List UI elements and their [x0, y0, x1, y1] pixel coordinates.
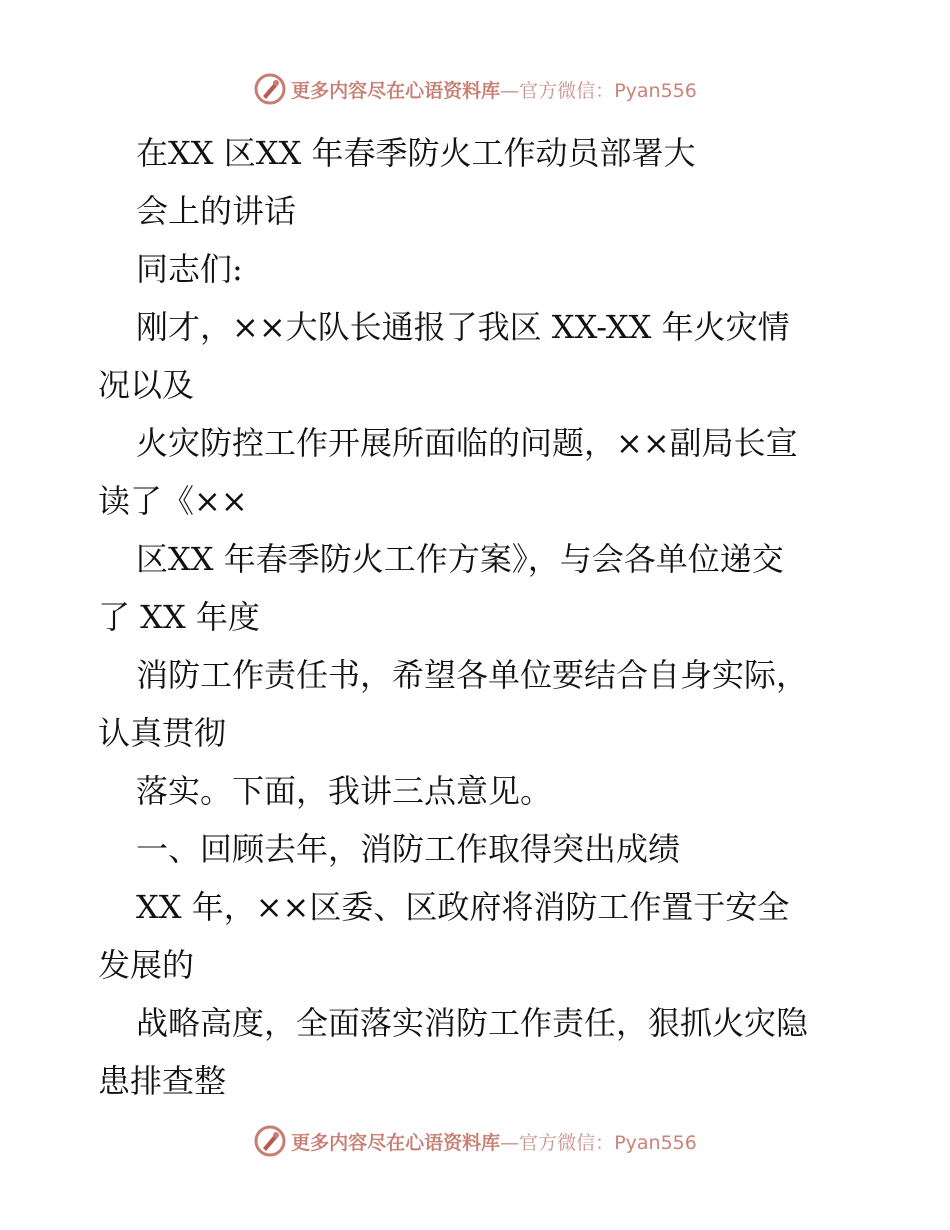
watermark-text: 更多内容尽在心语资料库—官方微信：Pyan556: [291, 79, 697, 102]
header-watermark: [0, 72, 950, 106]
salutation: 同志们:: [136, 250, 243, 288]
paragraph-line: 火灾防控工作开展所面临的问题，××副局长宣: [136, 424, 798, 462]
pen-nib-logo-icon: [253, 1124, 287, 1158]
paragraph-line: 患排查整: [98, 1062, 227, 1100]
paragraph-line: 了 XX 年度: [98, 598, 260, 636]
paragraph-line: 刚才，××大队长通报了我区 XX-XX 年火灾情: [136, 308, 790, 346]
paragraph-line: 发展的: [98, 946, 195, 984]
pen-nib-logo-icon: [253, 72, 287, 106]
section-heading: 一、回顾去年，消防工作取得突出成绩: [136, 830, 681, 868]
paragraph-line: 区XX 年春季防火工作方案》，与会各单位递交: [136, 540, 784, 578]
document-body: [98, 124, 858, 1110]
paragraph-line: 认真贯彻: [98, 714, 227, 752]
paragraph-line: 读了《××: [98, 482, 248, 520]
watermark-text: 更多内容尽在心语资料库—官方微信：Pyan556: [291, 1131, 697, 1154]
title-line-2: 会上的讲话: [136, 192, 297, 230]
paragraph-line: 战略高度，全面落实消防工作责任，狠抓火灾隐: [136, 1004, 809, 1042]
paragraph-line: 况以及: [98, 366, 195, 404]
footer-watermark: [0, 1124, 950, 1158]
paragraph-line: XX 年，××区委、区政府将消防工作置于安全: [136, 888, 790, 926]
paragraph-line: 消防工作责任书，希望各单位要结合自身实际，: [136, 656, 809, 694]
title-line-1: 在XX 区XX 年春季防火工作动员部署大: [136, 134, 696, 172]
paragraph-line: 落实。下面，我讲三点意见。: [136, 772, 553, 810]
